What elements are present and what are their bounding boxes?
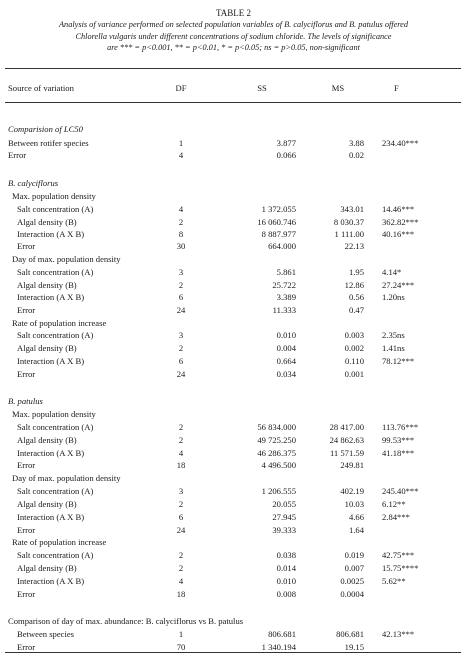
row-df: 2 [178, 422, 184, 432]
table-row [0, 473, 467, 484]
table-row [0, 512, 467, 523]
row-ss: 46 286.375 [257, 448, 296, 458]
table-row [0, 204, 467, 215]
table-label: TABLE 2 [215, 8, 252, 18]
row-f: 113.76*** [382, 422, 419, 432]
row-source: Error [17, 369, 36, 379]
row-source: Rate of population increase [12, 537, 107, 547]
table-row [0, 267, 467, 278]
row-ss: 27.945 [272, 512, 296, 522]
row-source: Interaction (A X B) [17, 576, 85, 586]
row-f: 2.35ns [382, 330, 405, 340]
row-ms: 806.681 [336, 629, 364, 639]
row-ms: 24 862.63 [329, 435, 364, 445]
row-source: Comparision of LC50 [8, 124, 83, 134]
table-row [0, 409, 467, 420]
table-row [0, 499, 467, 510]
row-df: 70 [176, 642, 186, 652]
row-df: 24 [176, 525, 186, 535]
row-source: Error [17, 642, 36, 652]
row-df: 6 [178, 292, 184, 302]
row-source: Salt concentration (A) [17, 267, 94, 277]
table-row [0, 356, 467, 367]
row-source: Comparison of day of max. abundance: B. calyciflorus vs B. patulus [8, 616, 244, 626]
row-source: Algal density (B) [17, 563, 77, 573]
header-ms: MS [331, 83, 345, 93]
row-df: 18 [176, 589, 186, 599]
row-ms: 1.95 [348, 267, 364, 277]
row-ss: 0.004 [276, 343, 296, 353]
row-source: Error [17, 305, 36, 315]
table-row [0, 191, 467, 202]
row-f: 2.84*** [382, 512, 410, 522]
row-ms: 0.110 [344, 356, 364, 366]
row-ms: 343.01 [340, 204, 364, 214]
caption-line-2: Chlorella vulgaris under different concentrations of sodium chloride. The levels of significance [75, 31, 392, 41]
row-df: 6 [178, 356, 184, 366]
row-source: Error [17, 241, 36, 251]
table-row [0, 460, 467, 471]
row-f: 14.46*** [382, 204, 415, 214]
row-ms: 12.86 [344, 280, 364, 290]
row-ss: 0.034 [276, 369, 296, 379]
row-source: Interaction (A X B) [17, 448, 85, 458]
row-ss: 8 887.977 [261, 229, 296, 239]
row-source: Day of max. population density [12, 473, 121, 483]
row-source: Error [17, 460, 36, 470]
row-ss: 1 372.055 [261, 204, 296, 214]
row-ss: 11.333 [272, 305, 296, 315]
row-ms: 0.0025 [340, 576, 364, 586]
header-ss: SS [257, 83, 267, 93]
row-ms: 8 030.37 [333, 217, 364, 227]
header-row [0, 83, 467, 94]
row-source: Interaction (A X B) [17, 356, 85, 366]
row-ms: 0.002 [344, 343, 364, 353]
row-ss: 3.877 [276, 138, 296, 148]
row-df: 4 [178, 204, 184, 214]
row-ms: 402.19 [340, 486, 364, 496]
row-f: 362.82*** [382, 217, 419, 227]
row-f: 6.12** [382, 499, 406, 509]
row-ss: 16 060.746 [257, 217, 296, 227]
row-f: 42.13*** [382, 629, 415, 639]
table-row [0, 241, 467, 252]
row-df: 3 [178, 486, 184, 496]
row-ss: 5.861 [276, 267, 296, 277]
row-ms: 0.47 [348, 305, 364, 315]
row-source: Interaction (A X B) [17, 229, 85, 239]
row-f: 1.41ns [382, 343, 405, 353]
row-f: 42.75*** [382, 550, 415, 560]
row-f: 78.12*** [382, 356, 415, 366]
table-row [0, 280, 467, 291]
table-row [0, 525, 467, 536]
row-ms: 0.019 [344, 550, 364, 560]
row-source: Salt concentration (A) [17, 204, 94, 214]
row-ms: 1.64 [348, 525, 364, 535]
table-row [0, 124, 467, 135]
row-source: Interaction (A X B) [17, 292, 85, 302]
table-row [0, 550, 467, 561]
table-row [0, 629, 467, 640]
row-source: Algal density (B) [17, 217, 77, 227]
row-source: Error [17, 525, 36, 535]
row-ms: 4.66 [348, 512, 364, 522]
row-ms: 11 571.59 [329, 448, 364, 458]
row-df: 24 [176, 305, 186, 315]
table-row [0, 292, 467, 303]
row-source: Algal density (B) [17, 499, 77, 509]
row-ms: 0.001 [344, 369, 364, 379]
row-df: 3 [178, 267, 184, 277]
row-source: Interaction (A X B) [17, 512, 85, 522]
table-row [0, 448, 467, 459]
row-f: 234.40*** [382, 138, 419, 148]
row-f: 1.20ns [382, 292, 405, 302]
table-row [0, 254, 467, 265]
row-f: 245.40*** [382, 486, 419, 496]
row-ss: 664.000 [268, 241, 296, 251]
row-ms: 0.0004 [340, 589, 364, 599]
row-ss: 56 834.000 [257, 422, 296, 432]
row-source: Between species [17, 629, 75, 639]
row-df: 2 [178, 435, 184, 445]
table-row [0, 576, 467, 587]
row-df: 4 [178, 576, 184, 586]
row-df: 2 [178, 499, 184, 509]
table-row [0, 229, 467, 240]
row-df: 1 [178, 138, 184, 148]
row-source: Between rotifer species [8, 138, 89, 148]
row-ss: 49 725.250 [257, 435, 296, 445]
row-ss: 3.389 [276, 292, 296, 302]
row-source: Algal density (B) [17, 435, 77, 445]
row-df: 3 [178, 330, 184, 340]
row-ms: 0.02 [348, 150, 364, 160]
header-df: DF [175, 83, 187, 93]
row-ms: 0.007 [344, 563, 364, 573]
table-row [0, 422, 467, 433]
table-row [0, 150, 467, 161]
row-ss: 20.055 [272, 499, 296, 509]
row-ss: 0.008 [276, 589, 296, 599]
row-source: Day of max. population density [12, 254, 121, 264]
row-df: 2 [178, 217, 184, 227]
table-row [0, 343, 467, 354]
row-source: Algal density (B) [17, 343, 77, 353]
table-row [0, 369, 467, 380]
row-df: 24 [176, 369, 186, 379]
row-df: 4 [178, 150, 184, 160]
row-ms: 249.81 [340, 460, 364, 470]
row-ss: 1 340.194 [261, 642, 296, 652]
row-f: 40.16*** [382, 229, 415, 239]
row-ms: 3.88 [348, 138, 364, 148]
table-row [0, 563, 467, 574]
row-ss: 0.010 [276, 576, 296, 586]
row-source: Rate of population increase [12, 318, 107, 328]
row-df: 18 [176, 460, 186, 470]
row-source: Salt concentration (A) [17, 422, 94, 432]
row-df: 6 [178, 512, 184, 522]
table-caption [0, 8, 467, 54]
table-row [0, 396, 467, 407]
table-row [0, 435, 467, 446]
row-df: 8 [178, 229, 184, 239]
row-ms: 22.13 [344, 241, 364, 251]
row-source: Max. population density [12, 409, 96, 419]
row-ss: 0.066 [276, 150, 296, 160]
row-f: 5.62** [382, 576, 406, 586]
header-source: Source of variation [8, 83, 74, 93]
table-row [0, 330, 467, 341]
row-ms: 28 417.00 [329, 422, 364, 432]
row-ms: 0.56 [348, 292, 364, 302]
table-row [0, 537, 467, 548]
row-f: 4.14* [382, 267, 402, 277]
row-source: Algal density (B) [17, 280, 77, 290]
row-ss: 39.333 [272, 525, 296, 535]
row-df: 30 [176, 241, 186, 251]
caption-line-1: Analysis of variance performed on selected population variables of B. calyciflorus and B. patulus offered [58, 20, 409, 30]
row-df: 1 [178, 629, 184, 639]
header-f: F [394, 83, 399, 93]
row-ss: 0.010 [276, 330, 296, 340]
row-df: 4 [178, 448, 184, 458]
row-source: Salt concentration (A) [17, 486, 94, 496]
table-row [0, 589, 467, 600]
row-df: 2 [178, 563, 184, 573]
row-source: B. patulus [8, 396, 43, 406]
table-row [0, 318, 467, 329]
row-ss: 806.681 [268, 629, 296, 639]
row-source: B. calyciflorus [8, 178, 59, 188]
row-ms: 10.03 [344, 499, 364, 509]
row-ms: 19.15 [344, 642, 364, 652]
row-source: Salt concentration (A) [17, 550, 94, 560]
row-ms: 1 111.00 [334, 229, 364, 239]
bottom-rule [5, 652, 461, 653]
row-f: 41.18*** [382, 448, 415, 458]
table-row [0, 486, 467, 497]
row-df: 2 [178, 343, 184, 353]
table-row [0, 138, 467, 149]
row-ms: 0.003 [344, 330, 364, 340]
row-source: Error [17, 589, 36, 599]
row-f: 15.75**** [382, 563, 419, 573]
row-ss: 0.038 [276, 550, 296, 560]
row-ss: 1 206.555 [261, 486, 296, 496]
caption-line-3: are *** = p<0.001, ** = p<0.01, * = p<0.05; ns = p>0.05, non-significant [107, 43, 360, 53]
table-row [0, 616, 467, 627]
row-df: 2 [178, 550, 184, 560]
row-source: Salt concentration (A) [17, 330, 94, 340]
table-row [0, 305, 467, 316]
row-source: Max. population density [12, 191, 96, 201]
row-ss: 0.014 [276, 563, 296, 573]
row-ss: 25.722 [272, 280, 296, 290]
row-f: 99.53*** [382, 435, 415, 445]
row-f: 27.24*** [382, 280, 415, 290]
row-df: 2 [178, 280, 184, 290]
row-ss: 0.664 [276, 356, 296, 366]
table-row [0, 217, 467, 228]
top-rule [5, 68, 461, 69]
row-source: Error [8, 150, 27, 160]
header-rule [5, 102, 461, 103]
table-row [0, 178, 467, 189]
row-ss: 4 496.500 [261, 460, 296, 470]
